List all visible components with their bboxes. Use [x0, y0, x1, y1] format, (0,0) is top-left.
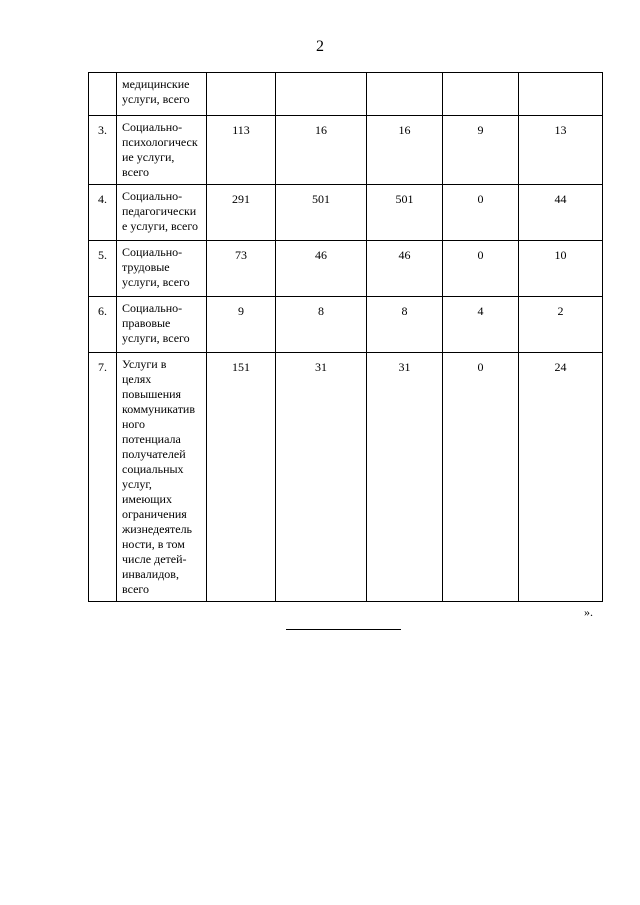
cell-value: 9 [443, 116, 519, 185]
page-number: 2 [316, 38, 324, 55]
cell-value: 2 [519, 297, 603, 353]
table-row [89, 185, 603, 241]
cell-value: 9 [207, 297, 276, 353]
cell-value: 44 [519, 185, 603, 241]
table-row [89, 241, 603, 297]
table-row [89, 73, 603, 116]
cell-value: 8 [276, 297, 367, 353]
cell-value: 46 [276, 241, 367, 297]
cell-value: 16 [367, 116, 443, 185]
cell-value: 16 [276, 116, 367, 185]
service-name: Социально- трудовые услуги, всего [117, 241, 207, 297]
service-name: медицинские услуги, всего [117, 73, 207, 116]
service-name: Услуги в целях повышения коммуникатив ного потенциала получателей социальных услуг, имеющих ограничения жизнедеятель ности, в том числе детей- инвалидов, всего [117, 353, 207, 602]
row-number: 6. [89, 297, 117, 353]
services-table [88, 72, 603, 602]
cell-value [519, 73, 603, 116]
row-number: 3. [89, 116, 117, 185]
cell-value: 4 [443, 297, 519, 353]
service-name: Социально- психологическ ие услуги, всего [117, 116, 207, 185]
cell-value: 46 [367, 241, 443, 297]
service-name: Социально- педагогически е услуги, всего [117, 185, 207, 241]
cell-value: 0 [443, 185, 519, 241]
cell-value: 501 [276, 185, 367, 241]
separator-line [286, 629, 401, 630]
cell-value: 13 [519, 116, 603, 185]
cell-value: 151 [207, 353, 276, 602]
cell-value: 0 [443, 241, 519, 297]
cell-value [443, 73, 519, 116]
row-number: 4. [89, 185, 117, 241]
cell-value: 31 [276, 353, 367, 602]
table-row [89, 116, 603, 185]
cell-value [207, 73, 276, 116]
cell-value: 24 [519, 353, 603, 602]
cell-value: 8 [367, 297, 443, 353]
row-number: 5. [89, 241, 117, 297]
table-row [89, 297, 603, 353]
cell-value [367, 73, 443, 116]
cell-value: 73 [207, 241, 276, 297]
cell-value: 0 [443, 353, 519, 602]
service-name: Социально- правовые услуги, всего [117, 297, 207, 353]
cell-value: 10 [519, 241, 603, 297]
row-number: 7. [89, 353, 117, 602]
table-row [89, 353, 603, 602]
cell-value [276, 73, 367, 116]
closing-quote-mark: ». [584, 605, 593, 619]
cell-value: 291 [207, 185, 276, 241]
cell-value: 501 [367, 185, 443, 241]
cell-value: 31 [367, 353, 443, 602]
cell-value: 113 [207, 116, 276, 185]
row-number [89, 73, 117, 116]
